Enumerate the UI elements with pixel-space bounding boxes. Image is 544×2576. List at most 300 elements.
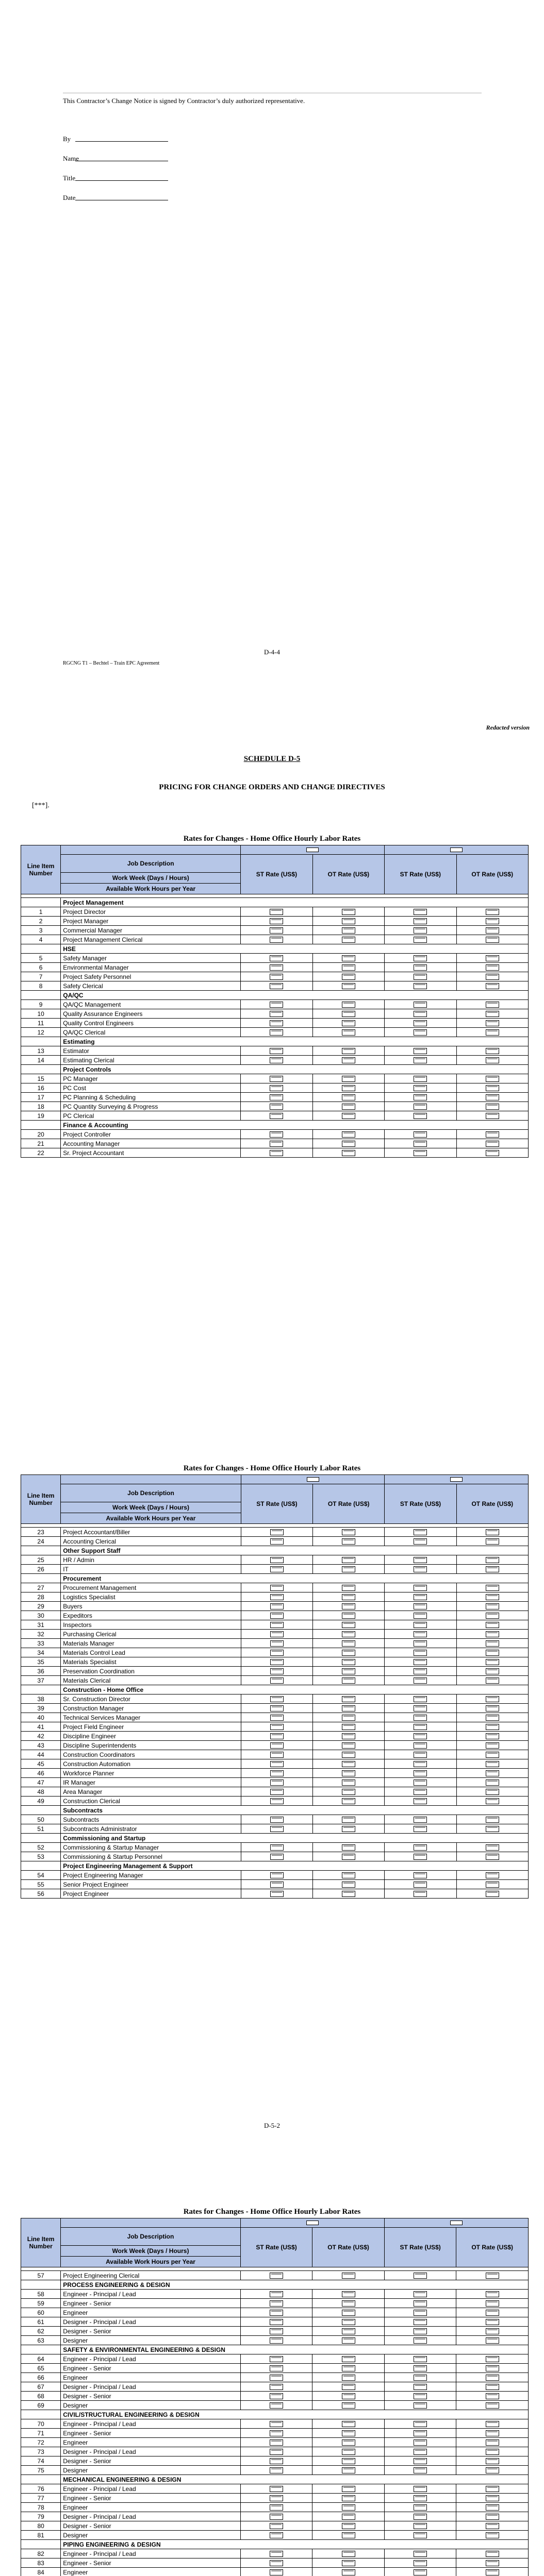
redacted-value-box [270,1076,283,1082]
redacted-value-box [270,2430,283,2436]
rate-cell [385,907,456,917]
line-item-number: 13 [21,1046,61,1056]
redacted-value-box [342,1104,355,1110]
redacted-value-box [414,2449,427,2455]
redacted-value-box [486,2439,499,2446]
redacted-value-box [270,2449,283,2455]
rate-cell [385,1741,456,1750]
rate-cell [456,954,529,963]
rate-cell [456,2271,529,2280]
job-description: Engineer [61,2308,240,2317]
redacted-value-box [486,983,499,989]
redacted-value-box [414,983,427,989]
rate-cell [312,1093,384,1102]
redacted-value-box [270,2439,283,2446]
redacted-value-box [414,2319,427,2325]
rate-cell [240,2271,312,2280]
rate-cell [241,1657,312,1667]
line-item-number: 59 [21,2299,61,2308]
redacted-value-box [270,2421,283,2427]
rate-cell [384,2456,456,2466]
rate-cell [241,1880,312,1889]
rate-cell [241,1056,312,1065]
job-description: IT [61,1565,241,1574]
redacted-value-box [414,1585,427,1591]
rate-cell [241,1824,312,1834]
table-title: Rates for Changes - Home Office Hourly Labor Rates [183,835,361,843]
table-row [21,1083,529,1093]
line-item-number: 52 [21,1843,61,1852]
redacted-value-box [342,2300,355,2307]
redacted-value-box [342,1150,355,1156]
redacted-value-box [342,1603,355,1609]
job-description: Designer [61,2401,240,2410]
section-label: MECHANICAL ENGINEERING & DESIGN [61,2475,529,2484]
header-group [385,845,529,855]
redacted-value-box [414,1854,427,1860]
line-item-number: 48 [21,1787,61,1797]
rate-cell [241,963,312,972]
rate-cell [385,935,456,944]
line-item-number: 47 [21,1778,61,1787]
job-description: Project Safety Personnel [61,972,241,981]
section-spacer [21,2280,61,2290]
section-row [21,2475,529,2484]
rate-cell [240,2503,312,2512]
job-description: Accounting Clerical [61,1537,241,1546]
rate-cell [456,917,529,926]
table-row [21,981,529,991]
redacted-value-box [270,2273,283,2279]
rate-cell [456,1871,528,1880]
redacted-value-box [414,1613,427,1619]
redaction-mark: [***]. [32,802,50,809]
redacted-value-box [486,2291,499,2297]
header-st-rate: ST Rate (US$) [241,855,312,894]
header-job-description: Job Description [61,2228,240,2246]
rate-cell [456,926,529,935]
rates-table [21,2218,529,2576]
redacted-value-box [486,1150,499,1156]
job-description: Purchasing Clerical [61,1630,241,1639]
rate-cell [240,2512,312,2521]
section-spacer [21,1685,61,1694]
table-row [21,1676,529,1685]
rate-cell [456,2568,529,2576]
job-description: Discipline Engineer [61,1732,241,1741]
line-item-number: 71 [21,2429,61,2438]
section-label: Project Management [61,898,529,907]
redacted-value-box [486,1076,499,1082]
line-item-number: 26 [21,1565,61,1574]
rate-cell [384,2429,456,2438]
job-description: Engineer - Principal / Lead [61,2290,240,2299]
job-description: Commissioning & Startup Personnel [61,1852,241,1861]
table-row [21,963,529,972]
job-description: Inspectors [61,1620,241,1630]
redacted-value-box [486,955,499,961]
redacted-value-box [486,2486,499,2492]
job-description: Engineer [61,2373,240,2382]
redacted-value-box [414,1094,427,1100]
rate-cell [456,1555,528,1565]
rate-cell [456,1537,528,1546]
rate-cell [456,935,529,944]
rate-cell [385,1704,456,1713]
redacted-value-box [342,1011,355,1017]
rate-cell [241,926,312,935]
line-item-number: 40 [21,1713,61,1722]
job-description: Materials Control Lead [61,1648,241,1657]
line-item-number: 79 [21,2512,61,2521]
table-row [21,2401,529,2410]
redacted-value-box [486,1742,499,1749]
redacted-value-box [414,1891,427,1897]
header-line-item: Line Item Number [21,845,61,894]
redacted-value-box [486,1761,499,1767]
job-description: Engineer - Senior [61,2429,240,2438]
rate-cell [312,2327,385,2336]
section-label: Commissioning and Startup [61,1834,529,1843]
rate-cell [456,1528,528,1537]
rate-cell [312,2521,385,2531]
line-item-number: 33 [21,1639,61,1648]
rate-cell [312,972,384,981]
rate-cell [385,1667,456,1676]
redacted-value-box [414,1020,427,1026]
section-row [21,1121,529,1130]
line-item-number: 39 [21,1704,61,1713]
redacted-value-box [342,937,355,943]
redacted-value-box [486,918,499,924]
rate-cell [241,1565,312,1574]
rate-cell [313,1713,385,1722]
section-row [21,2345,529,2354]
rate-cell [384,2531,456,2540]
rate-cell [456,1722,528,1732]
rate-cell [240,2401,312,2410]
line-item-number: 8 [21,981,61,991]
header-st-rate: ST Rate (US$) [385,855,456,894]
line-item-number: 63 [21,2336,61,2345]
job-description: Designer [61,2336,240,2345]
rate-cell [385,926,456,935]
redacted-value-box [486,1566,499,1572]
signature-line [75,141,168,142]
section-label: SAFETY & ENVIRONMENTAL ENGINEERING & DESIGN [61,2345,529,2354]
table-row [21,2392,529,2401]
job-description: Subcontracts [61,1815,241,1824]
rate-cell [241,1639,312,1648]
table-row [21,1732,529,1741]
redacted-value-box [486,2273,499,2279]
table-row [21,1111,529,1121]
table-row [21,2512,529,2521]
redacted-value-box [486,1854,499,1860]
rate-cell [385,1148,456,1158]
redacted-value-box [270,1011,283,1017]
rate-cell [384,2392,456,2401]
rate-cell [313,1555,385,1565]
rate-cell [241,1000,312,1009]
redacted-value-box [342,1557,355,1563]
job-description: Materials Manager [61,1639,241,1648]
redacted-value-box [486,2300,499,2307]
rate-cell [312,2549,385,2558]
rate-cell [456,1797,528,1806]
redacted-value-box [486,1891,499,1897]
redacted-value-box [486,2375,499,2381]
redacted-value-box [270,1752,284,1758]
table-row [21,2494,529,2503]
job-description: Preservation Coordination [61,1667,241,1676]
table-row [21,2558,529,2568]
rate-cell [385,1648,456,1657]
redacted-value-box [342,909,355,915]
redacted-value-box [414,2356,427,2362]
rate-cell [385,1750,456,1759]
header-ot-rate: OT Rate (US$) [456,2228,529,2267]
section-label: PROCESS ENGINEERING & DESIGN [61,2280,529,2290]
redacted-value-box [342,918,355,924]
rate-cell [385,963,456,972]
rate-cell [456,1667,528,1676]
table-row [21,1694,529,1704]
line-item-number: 46 [21,1769,61,1778]
rate-cell [241,1741,312,1750]
redacted-value-box [342,2430,355,2436]
line-item-number: 51 [21,1824,61,1834]
redacted-value-box [270,1668,284,1674]
line-item-number: 4 [21,935,61,944]
redacted-value-box [486,2560,499,2566]
section-row [21,2540,529,2549]
rate-cell [456,1843,528,1852]
rate-cell [385,1676,456,1685]
redacted-value-box [486,1659,499,1665]
redacted-value-box [486,1557,499,1563]
rate-cell [385,1657,456,1667]
rate-cell [384,2419,456,2429]
redacted-value-box [270,1113,283,1119]
redacted-value-box [486,1094,499,1100]
rate-cell [241,1750,312,1759]
redacted-value-box [270,1538,284,1545]
redacted-value-box [342,2458,355,2464]
line-item-number: 55 [21,1880,61,1889]
table-row [21,2336,529,2345]
rate-cell [313,1852,385,1861]
redacted-value-box [270,2495,283,2501]
header-work-week: Work Week (Days / Hours) [61,1502,241,1513]
redacted-value-box [414,1566,427,1572]
rate-cell [385,1019,456,1028]
rate-cell [312,1019,384,1028]
redacted-value-box [414,2560,427,2566]
rate-cell [456,2336,529,2345]
job-description: Expeditors [61,1611,241,1620]
section-label: Subcontracts [61,1806,529,1815]
redacted-value-box [414,918,427,924]
redacted-value-box [270,2486,283,2492]
rate-cell [456,2447,529,2456]
table-row [21,1555,529,1565]
rate-cell [312,1083,384,1093]
line-item-number: 80 [21,2521,61,2531]
redacted-value-box [342,1622,355,1628]
redacted-value-box [414,1150,427,1156]
redacted-value-box [486,2319,499,2325]
header-group [385,1475,529,1484]
redacted-value-box [486,2504,499,2511]
redacted-value-box [486,1622,499,1628]
line-item-number: 37 [21,1676,61,1685]
redacted-value-box [342,1113,355,1119]
line-item-number: 5 [21,954,61,963]
redacted-value-box [342,2319,355,2325]
redacted-value-box [270,1002,283,1008]
job-description: Designer [61,2531,240,2540]
redacted-value-box [270,2337,283,2344]
redacted-value-box [270,1057,283,1063]
job-description: Designer - Senior [61,2327,240,2336]
redacted-value-box [414,1826,427,1832]
rate-cell [312,2290,385,2299]
job-description: Estimator [61,1046,241,1056]
rate-cell [241,1028,312,1037]
rate-cell [240,2484,312,2494]
line-item-number: 69 [21,2401,61,2410]
rate-cell [456,2512,529,2521]
rate-cell [313,1537,385,1546]
redacted-value-box [414,2495,427,2501]
header-ot-rate: OT Rate (US$) [456,1484,528,1524]
job-description: Engineer [61,2503,240,2512]
redacted-value-box [486,1696,499,1702]
section-spacer [21,1065,61,1074]
redacted-value-box [486,1705,499,1711]
table-row [21,1009,529,1019]
redacted-value-box [414,1002,427,1008]
redacted-value-box [270,1141,283,1147]
redacted-value-box [486,1131,499,1138]
redacted-value-box [342,1715,355,1721]
redacted-value-box [270,2504,283,2511]
rate-cell [384,2364,456,2373]
redacted-value-box [342,1659,355,1665]
redacted-value-box [486,1817,499,1823]
rate-cell [312,935,384,944]
rate-cell [313,1676,385,1685]
table-row [21,1620,529,1630]
job-description: Project Director [61,907,241,917]
redacted-value-box [270,1150,283,1156]
line-item-number: 44 [21,1750,61,1759]
table-row [21,1148,529,1158]
header-available-hours: Available Work Hours per Year [61,884,241,894]
rate-cell [385,1555,456,1565]
redacted-value-box [486,1668,499,1674]
job-description: Technical Services Manager [61,1713,241,1722]
rate-cell [241,1732,312,1741]
redacted-value-box [414,1557,427,1563]
redacted-value-box [270,918,283,924]
signature-label-by: By [63,135,71,143]
line-item-number: 2 [21,917,61,926]
job-description: Commissioning & Startup Manager [61,1843,241,1852]
rate-cell [240,2419,312,2429]
rate-cell [456,972,529,981]
rate-cell [241,1843,312,1852]
job-description: Quality Assurance Engineers [61,1009,241,1019]
rate-cell [240,2354,312,2364]
redacted-value-box [486,2384,499,2390]
header-line-item: Line Item Number [21,2218,61,2267]
redacted-value-box [486,1011,499,1017]
line-item-number: 76 [21,2484,61,2494]
job-description: Environmental Manager [61,963,241,972]
redacted-value-box [414,1761,427,1767]
rate-cell [313,1741,385,1750]
rate-cell [385,1639,456,1648]
redacted-value-box [486,1631,499,1637]
section-spacer [21,1861,61,1871]
line-item-number: 73 [21,2447,61,2456]
rate-cell [456,1074,529,1083]
table-row [21,1093,529,1102]
rate-cell [312,2419,385,2429]
table-row [21,2447,529,2456]
redacted-value-box [486,2569,499,2575]
redacted-value-box [414,2273,427,2279]
redacted-value-box [342,983,355,989]
redacted-value-box [414,955,427,961]
rate-cell [241,1759,312,1769]
redacted-value-box [414,1770,427,1776]
rate-cell [241,1130,312,1139]
line-item-number: 50 [21,1815,61,1824]
rate-cell [456,2382,529,2392]
rate-cell [313,1722,385,1732]
job-description: Engineer [61,2438,240,2447]
redacted-value-box [270,2319,283,2325]
table-row [21,1713,529,1722]
rate-cell [456,2429,529,2438]
header-gap [21,1524,529,1528]
signature-label-name: Name [63,155,79,162]
line-item-number: 12 [21,1028,61,1037]
rate-cell [313,1769,385,1778]
redacted-value-box [486,1029,499,1036]
rate-cell [385,1565,456,1574]
rate-cell [385,1009,456,1019]
rate-cell [312,2317,385,2327]
line-item-number: 7 [21,972,61,981]
redacted-value-box [270,1094,283,1100]
table-row [21,1130,529,1139]
rate-cell [385,1852,456,1861]
table-row [21,1667,529,1676]
job-description: Materials Clerical [61,1676,241,1685]
rate-cell [241,1083,312,1093]
redacted-value-box [486,1789,499,1795]
redacted-value-box [486,1603,499,1609]
table-row [21,1583,529,1592]
redacted-value-box [270,937,283,943]
rate-cell [240,2392,312,2401]
redacted-value-box [342,2375,355,2381]
redacted-value-box [486,2393,499,2399]
